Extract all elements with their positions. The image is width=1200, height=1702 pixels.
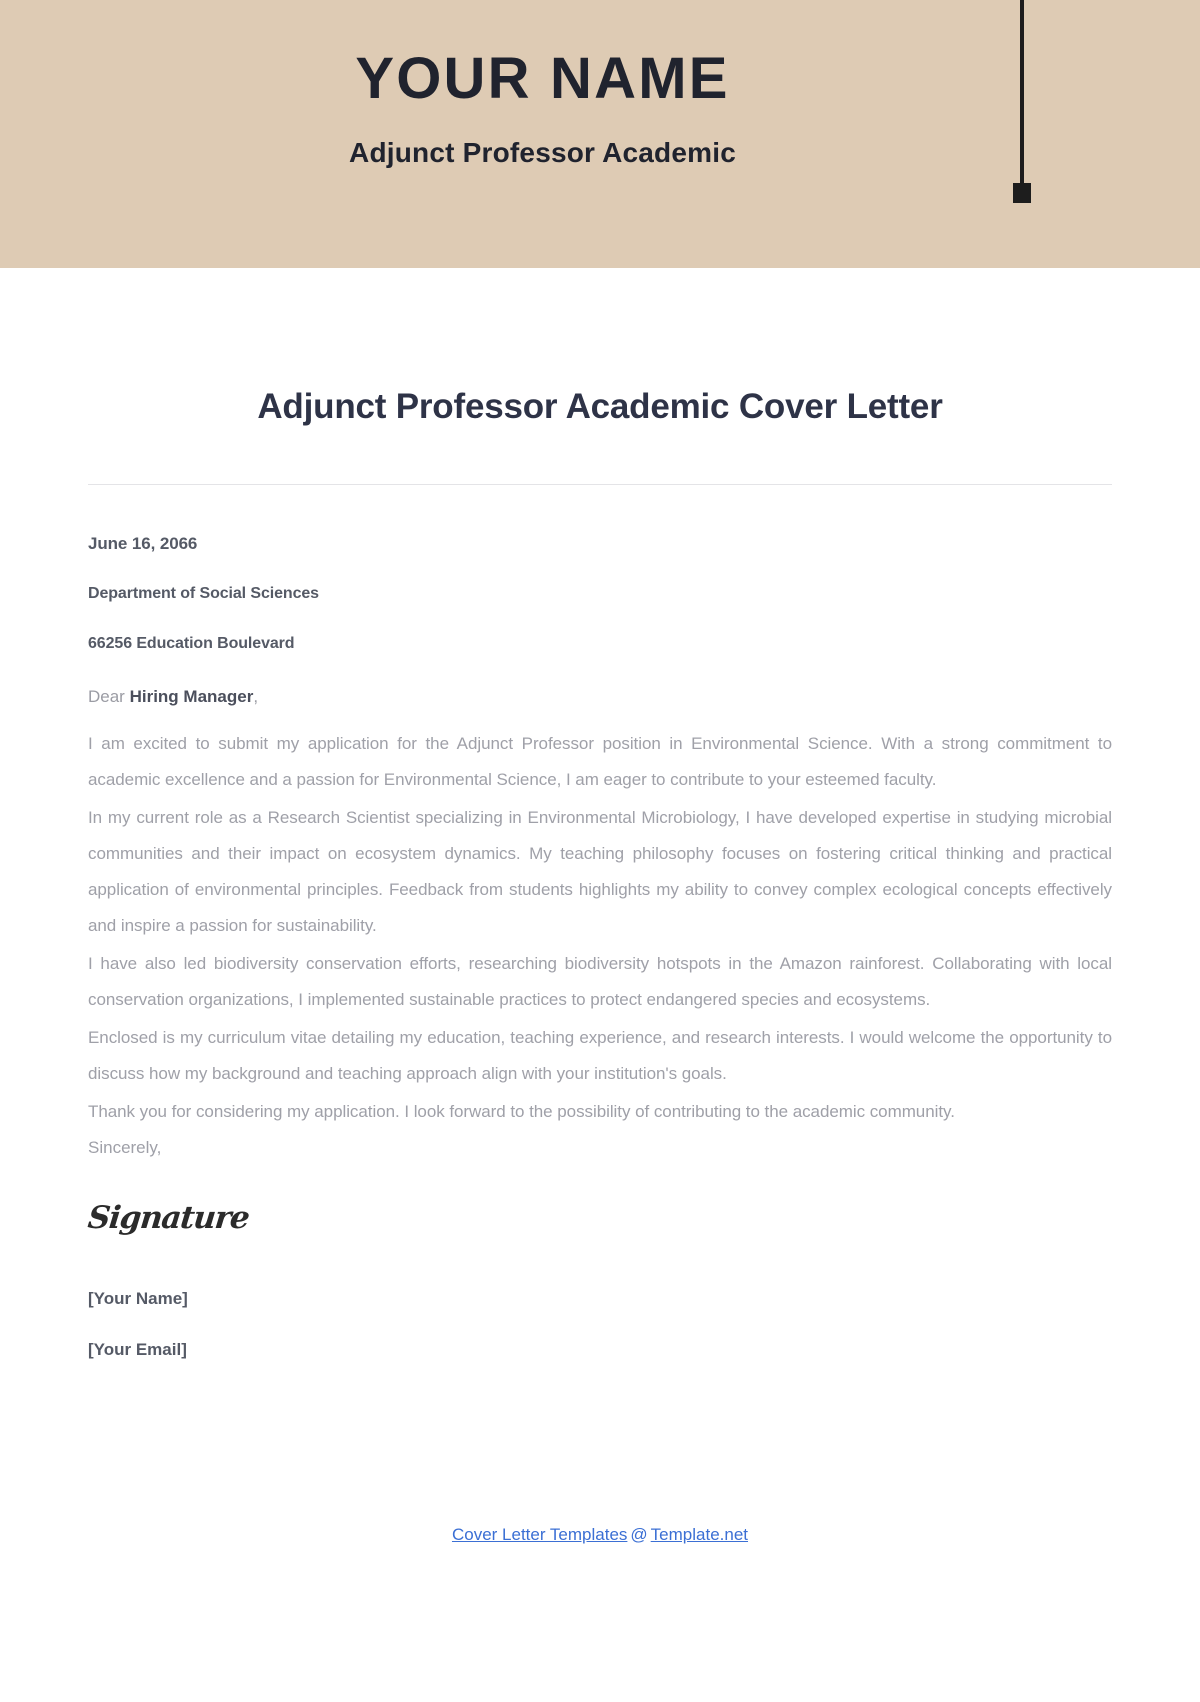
applicant-role-subtitle: Adjunct Professor Academic xyxy=(349,137,736,169)
body-paragraph: In my current role as a Research Scientist specializing in Environmental Microbiology, I have developed expertise in studying microbial communities and their impact on ecosystem dynamics. My teaching philosophy focuses on fostering critical thinking and practical application of environmental principles. Feedback from students highlights my ability to convey complex ecological concepts effectively and inspire a passion for sustainability. xyxy=(88,807,1112,935)
letterhead-banner xyxy=(0,0,1200,268)
template-net-link[interactable]: Template.net xyxy=(650,1525,749,1544)
footer-attribution xyxy=(0,1525,1200,1545)
signoff-block xyxy=(88,1288,1112,1361)
footer-separator: @ xyxy=(630,1525,648,1544)
salutation-suffix: , xyxy=(253,687,259,707)
vertical-accent-line-decoration xyxy=(1020,0,1024,187)
recipient-address: 66256 Education Boulevard xyxy=(88,635,295,653)
body-paragraph: I have also led biodiversity conservation efforts, researching biodiversity hotspots in the Amazon rainforest. Collaborating with local conservation organizations, I implemented sustainable practices to protect endangered species and ecosystems. xyxy=(88,953,1112,1009)
body-paragraph: Enclosed is my curriculum vitae detailing my education, teaching experience, and research interests. I would welcome the opportunity to discuss how my background and teaching approach align with your institution's goals. xyxy=(88,1028,1112,1084)
letter-page xyxy=(0,268,1200,1361)
body-paragraph: I am excited to submit my application for the Adjunct Professor position in Environmental Science. With a strong commitment to academic excellence and a passion for Environmental Science, I am eager to contribute to your esteemed faculty. xyxy=(88,733,1112,789)
accent-square-terminus-decoration xyxy=(1013,183,1031,203)
recipient-department: Department of Social Sciences xyxy=(88,585,319,603)
signature-image: Signature xyxy=(86,1200,251,1237)
letter-date: June 16, 2066 xyxy=(88,534,198,553)
applicant-name: YOUR NAME xyxy=(355,45,730,111)
body-paragraph: Thank you for considering my application. I look forward to the possibility of contributing to the academic community. xyxy=(88,1102,955,1122)
letterhead-text-group xyxy=(0,0,1085,268)
salutation xyxy=(88,684,1112,710)
signoff-name-placeholder: [Your Name] xyxy=(88,1289,188,1309)
letter-meta-block xyxy=(88,533,1112,654)
signoff-email-placeholder: [Your Email] xyxy=(88,1340,187,1360)
title-divider xyxy=(88,484,1112,485)
salutation-prefix: Dear xyxy=(88,687,130,707)
closing-salutation: Sincerely, xyxy=(88,1138,162,1158)
salutation-recipient: Hiring Manager xyxy=(129,687,254,707)
page-title: Adjunct Professor Academic Cover Letter xyxy=(257,387,943,426)
cover-letter-templates-link[interactable]: Cover Letter Templates xyxy=(451,1525,628,1544)
